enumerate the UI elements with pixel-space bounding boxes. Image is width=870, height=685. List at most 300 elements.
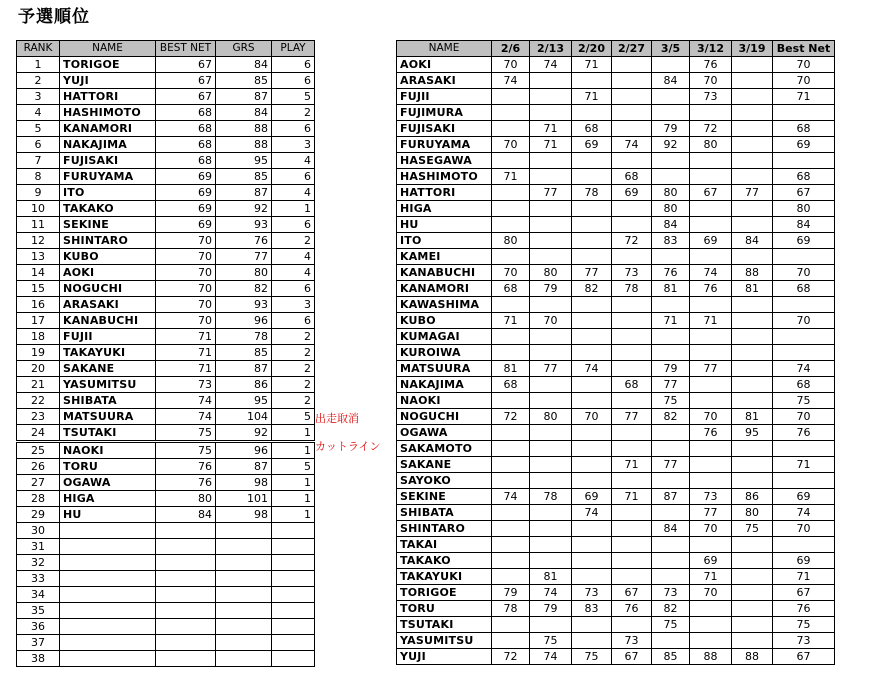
history-row — [397, 217, 835, 233]
best-net-cell — [773, 329, 835, 345]
score-cell — [492, 473, 530, 489]
score-cell — [612, 617, 652, 633]
best-net-cell: 74 — [156, 393, 216, 409]
score-cell — [492, 457, 530, 473]
grs-cell: 98 — [216, 507, 272, 523]
grs-cell: 78 — [216, 329, 272, 345]
ranking-row — [17, 587, 315, 603]
name-cell — [60, 555, 156, 571]
history-row — [397, 361, 835, 377]
score-cell — [690, 345, 732, 361]
grs-cell — [216, 571, 272, 587]
score-cell — [492, 89, 530, 105]
rank-cell: 8 — [17, 169, 60, 185]
rank-cell: 16 — [17, 297, 60, 313]
score-cell: 80 — [530, 265, 572, 281]
rank-cell: 3 — [17, 89, 60, 105]
grs-cell: 82 — [216, 281, 272, 297]
header-name: NAME — [397, 41, 492, 57]
score-cell: 77 — [530, 185, 572, 201]
grs-cell: 93 — [216, 217, 272, 233]
score-cell: 83 — [572, 601, 612, 617]
ranking-row — [17, 153, 315, 169]
history-row — [397, 601, 835, 617]
play-cell — [272, 603, 315, 619]
score-cell — [530, 345, 572, 361]
score-cell — [572, 329, 612, 345]
score-cell: 70 — [690, 409, 732, 425]
ranking-row — [17, 459, 315, 475]
score-cell — [652, 473, 690, 489]
score-cell — [492, 121, 530, 137]
best-net-cell — [773, 249, 835, 265]
score-cell — [572, 153, 612, 169]
score-cell — [530, 249, 572, 265]
rank-cell: 4 — [17, 105, 60, 121]
score-cell — [492, 345, 530, 361]
ranking-row — [17, 635, 315, 651]
score-cell — [652, 57, 690, 73]
ranking-row — [17, 121, 315, 137]
score-cell: 76 — [690, 281, 732, 297]
score-cell: 71 — [690, 569, 732, 585]
score-cell — [690, 601, 732, 617]
score-cell — [732, 361, 773, 377]
name-cell: TORIGOE — [397, 585, 492, 601]
best-net-cell: 70 — [156, 313, 216, 329]
name-cell: YUJI — [397, 649, 492, 665]
play-cell — [272, 635, 315, 651]
ranking-row — [17, 377, 315, 393]
best-net-cell — [773, 537, 835, 553]
history-row — [397, 281, 835, 297]
score-cell: 74 — [530, 649, 572, 665]
best-net-cell: 69 — [773, 553, 835, 569]
rank-cell: 23 — [17, 409, 60, 425]
score-cell — [530, 233, 572, 249]
score-cell: 75 — [732, 521, 773, 537]
play-cell: 3 — [272, 137, 315, 153]
best-net-cell: 70 — [156, 249, 216, 265]
score-cell — [492, 297, 530, 313]
score-cell — [732, 137, 773, 153]
score-cell: 82 — [652, 601, 690, 617]
header-play: PLAY — [272, 41, 315, 57]
score-cell: 76 — [612, 601, 652, 617]
name-cell: HASHIMOTO — [397, 169, 492, 185]
best-net-cell — [773, 441, 835, 457]
score-cell — [690, 457, 732, 473]
score-cell — [612, 569, 652, 585]
history-row — [397, 617, 835, 633]
history-row — [397, 313, 835, 329]
play-cell — [272, 587, 315, 603]
best-net-cell: 68 — [156, 153, 216, 169]
ranking-row — [17, 603, 315, 619]
best-net-cell — [156, 635, 216, 651]
score-cell — [652, 345, 690, 361]
best-net-cell: 69 — [773, 137, 835, 153]
best-net-cell: 67 — [156, 57, 216, 73]
score-cell: 77 — [690, 361, 732, 377]
score-cell — [690, 473, 732, 489]
score-cell — [732, 249, 773, 265]
grs-cell: 85 — [216, 345, 272, 361]
score-cell: 78 — [530, 489, 572, 505]
score-cell: 79 — [530, 601, 572, 617]
score-cell — [612, 361, 652, 377]
ranking-row — [17, 297, 315, 313]
grs-cell — [216, 619, 272, 635]
grs-cell: 76 — [216, 233, 272, 249]
score-cell — [572, 441, 612, 457]
name-cell: KUROIWA — [397, 345, 492, 361]
ranking-row — [17, 425, 315, 442]
play-cell: 5 — [272, 459, 315, 475]
score-cell — [612, 441, 652, 457]
score-cell — [492, 425, 530, 441]
header-best-net: BEST NET — [156, 41, 216, 57]
ranking-row — [17, 105, 315, 121]
best-net-cell: 71 — [773, 89, 835, 105]
rank-cell: 33 — [17, 571, 60, 587]
name-cell: NOGUCHI — [60, 281, 156, 297]
score-cell — [572, 473, 612, 489]
score-cell — [612, 553, 652, 569]
score-cell — [732, 441, 773, 457]
best-net-cell: 74 — [773, 361, 835, 377]
score-cell — [690, 201, 732, 217]
best-net-cell: 68 — [773, 169, 835, 185]
rank-cell: 29 — [17, 507, 60, 523]
name-cell: NOGUCHI — [397, 409, 492, 425]
score-cell — [492, 537, 530, 553]
rank-cell: 21 — [17, 377, 60, 393]
history-row — [397, 393, 835, 409]
name-cell: FURUYAMA — [60, 169, 156, 185]
name-cell: AOKI — [397, 57, 492, 73]
ranking-row — [17, 313, 315, 329]
score-cell — [690, 249, 732, 265]
score-history-table — [396, 40, 835, 665]
history-row — [397, 473, 835, 489]
score-cell: 70 — [492, 57, 530, 73]
ranking-row — [17, 169, 315, 185]
ranking-row — [17, 442, 315, 459]
best-net-cell: 68 — [156, 105, 216, 121]
name-cell: KUBO — [60, 249, 156, 265]
score-cell — [530, 329, 572, 345]
name-cell: YUJI — [60, 73, 156, 89]
name-cell: TSUTAKI — [60, 425, 156, 442]
best-net-cell: 68 — [773, 377, 835, 393]
score-cell: 74 — [530, 585, 572, 601]
grs-cell: 87 — [216, 361, 272, 377]
history-row — [397, 121, 835, 137]
score-cell — [690, 153, 732, 169]
name-cell: SEKINE — [60, 217, 156, 233]
score-cell — [732, 393, 773, 409]
score-cell — [690, 633, 732, 649]
score-cell — [612, 57, 652, 73]
grs-cell: 95 — [216, 153, 272, 169]
score-cell: 77 — [652, 377, 690, 393]
grs-cell — [216, 539, 272, 555]
score-cell — [612, 217, 652, 233]
best-net-cell — [773, 345, 835, 361]
score-cell — [690, 329, 732, 345]
history-row — [397, 265, 835, 281]
score-cell — [572, 569, 612, 585]
score-cell — [732, 153, 773, 169]
grs-cell — [216, 587, 272, 603]
best-net-cell — [156, 571, 216, 587]
play-cell: 6 — [272, 121, 315, 137]
grs-cell: 98 — [216, 475, 272, 491]
rank-cell: 13 — [17, 249, 60, 265]
rank-cell: 12 — [17, 233, 60, 249]
score-cell — [690, 297, 732, 313]
name-cell — [60, 523, 156, 539]
best-net-cell: 70 — [773, 265, 835, 281]
play-cell: 6 — [272, 57, 315, 73]
name-cell: SAKAMOTO — [397, 441, 492, 457]
play-cell: 1 — [272, 491, 315, 507]
score-cell: 71 — [572, 89, 612, 105]
score-cell: 75 — [572, 649, 612, 665]
score-cell — [530, 617, 572, 633]
name-cell: KANAMORI — [397, 281, 492, 297]
grs-cell: 104 — [216, 409, 272, 425]
score-cell — [572, 377, 612, 393]
rank-cell: 22 — [17, 393, 60, 409]
page-title: 予選順位 — [18, 7, 90, 27]
rank-cell: 17 — [17, 313, 60, 329]
score-cell: 67 — [690, 185, 732, 201]
rank-cell: 32 — [17, 555, 60, 571]
score-cell: 71 — [612, 457, 652, 473]
best-net-cell — [773, 105, 835, 121]
score-cell: 84 — [652, 521, 690, 537]
rank-cell: 38 — [17, 651, 60, 667]
grs-cell — [216, 635, 272, 651]
score-cell — [530, 217, 572, 233]
history-row — [397, 73, 835, 89]
name-cell: FUJII — [60, 329, 156, 345]
score-cell — [530, 537, 572, 553]
score-cell — [732, 313, 773, 329]
best-net-cell: 74 — [156, 409, 216, 425]
ranking-row — [17, 393, 315, 409]
history-row — [397, 233, 835, 249]
score-cell: 69 — [690, 553, 732, 569]
score-cell — [732, 585, 773, 601]
rank-cell: 20 — [17, 361, 60, 377]
ranking-table — [16, 40, 315, 667]
score-cell — [690, 217, 732, 233]
score-cell — [492, 617, 530, 633]
grs-cell: 88 — [216, 121, 272, 137]
grs-cell: 96 — [216, 313, 272, 329]
score-cell — [612, 89, 652, 105]
ranking-row — [17, 555, 315, 571]
header-date: 2/27 — [612, 41, 652, 57]
score-cell — [572, 297, 612, 313]
name-cell: TAKAI — [397, 537, 492, 553]
score-cell — [572, 537, 612, 553]
history-row — [397, 585, 835, 601]
score-cell — [652, 329, 690, 345]
score-cell — [732, 217, 773, 233]
score-cell — [572, 169, 612, 185]
grs-cell: 95 — [216, 393, 272, 409]
grs-cell: 80 — [216, 265, 272, 281]
play-cell — [272, 523, 315, 539]
score-cell: 81 — [732, 281, 773, 297]
best-net-cell: 71 — [156, 361, 216, 377]
name-cell: TAKAYUKI — [397, 569, 492, 585]
score-cell: 72 — [492, 409, 530, 425]
score-cell: 82 — [572, 281, 612, 297]
best-net-cell: 71 — [773, 457, 835, 473]
history-row — [397, 425, 835, 441]
score-cell — [732, 553, 773, 569]
name-cell — [60, 635, 156, 651]
play-cell: 6 — [272, 73, 315, 89]
best-net-cell — [156, 651, 216, 667]
best-net-cell: 67 — [773, 585, 835, 601]
score-cell — [572, 617, 612, 633]
best-net-cell — [156, 539, 216, 555]
play-cell: 3 — [272, 297, 315, 313]
score-cell — [652, 153, 690, 169]
history-row — [397, 137, 835, 153]
score-cell: 71 — [572, 57, 612, 73]
header-date: 2/6 — [492, 41, 530, 57]
best-net-cell: 70 — [156, 233, 216, 249]
score-cell: 71 — [690, 313, 732, 329]
score-cell — [492, 201, 530, 217]
name-cell: ARASAKI — [60, 297, 156, 313]
score-cell — [530, 425, 572, 441]
ranking-row — [17, 281, 315, 297]
name-cell: SHINTARO — [397, 521, 492, 537]
score-cell — [492, 329, 530, 345]
ranking-row — [17, 89, 315, 105]
grs-cell: 85 — [216, 169, 272, 185]
score-cell — [612, 505, 652, 521]
play-cell — [272, 651, 315, 667]
score-cell: 70 — [572, 409, 612, 425]
grs-cell: 84 — [216, 57, 272, 73]
play-cell: 1 — [272, 425, 315, 442]
best-net-cell: 70 — [773, 73, 835, 89]
history-row — [397, 649, 835, 665]
play-cell — [272, 571, 315, 587]
best-net-cell: 69 — [156, 169, 216, 185]
history-row — [397, 457, 835, 473]
score-cell — [732, 121, 773, 137]
rank-cell: 30 — [17, 523, 60, 539]
play-cell: 2 — [272, 377, 315, 393]
score-cell: 70 — [492, 137, 530, 153]
name-cell: AOKI — [60, 265, 156, 281]
score-cell: 78 — [572, 185, 612, 201]
play-cell: 6 — [272, 313, 315, 329]
name-cell: KUBO — [397, 313, 492, 329]
best-net-cell: 68 — [773, 121, 835, 137]
score-cell — [572, 425, 612, 441]
best-net-cell: 73 — [773, 633, 835, 649]
history-row — [397, 57, 835, 73]
grs-cell: 77 — [216, 249, 272, 265]
grs-cell: 86 — [216, 377, 272, 393]
name-cell: HU — [60, 507, 156, 523]
best-net-cell: 76 — [773, 601, 835, 617]
grs-cell: 92 — [216, 201, 272, 217]
ranking-row — [17, 57, 315, 73]
score-cell: 76 — [690, 57, 732, 73]
score-cell — [612, 425, 652, 441]
grs-cell: 87 — [216, 89, 272, 105]
score-cell — [572, 553, 612, 569]
score-cell: 77 — [572, 265, 612, 281]
name-cell: MATSUURA — [397, 361, 492, 377]
best-net-cell — [156, 619, 216, 635]
score-cell — [530, 473, 572, 489]
score-cell — [652, 89, 690, 105]
score-cell: 79 — [652, 361, 690, 377]
best-net-cell: 70 — [156, 265, 216, 281]
play-cell: 6 — [272, 217, 315, 233]
name-cell: ARASAKI — [397, 73, 492, 89]
rank-cell: 19 — [17, 345, 60, 361]
best-net-cell: 76 — [156, 459, 216, 475]
score-cell — [652, 441, 690, 457]
name-cell: SHIBATA — [60, 393, 156, 409]
name-cell: NAKAJIMA — [60, 137, 156, 153]
score-cell — [530, 441, 572, 457]
name-cell: FUJISAKI — [397, 121, 492, 137]
score-cell: 79 — [492, 585, 530, 601]
rank-cell: 15 — [17, 281, 60, 297]
ranking-row — [17, 185, 315, 201]
name-cell: TORIGOE — [60, 57, 156, 73]
best-net-cell — [156, 603, 216, 619]
score-cell — [492, 505, 530, 521]
best-net-cell: 70 — [156, 281, 216, 297]
name-cell: TORU — [397, 601, 492, 617]
grs-cell — [216, 555, 272, 571]
score-cell: 67 — [612, 649, 652, 665]
score-cell: 74 — [572, 505, 612, 521]
best-net-cell — [773, 473, 835, 489]
score-cell — [530, 393, 572, 409]
score-cell: 80 — [492, 233, 530, 249]
best-net-cell: 70 — [773, 409, 835, 425]
header-name: NAME — [60, 41, 156, 57]
name-cell: SAKANE — [60, 361, 156, 377]
history-row — [397, 505, 835, 521]
play-cell: 2 — [272, 393, 315, 409]
score-cell: 81 — [732, 409, 773, 425]
name-cell: HIGA — [60, 491, 156, 507]
score-cell: 77 — [652, 457, 690, 473]
score-cell — [492, 105, 530, 121]
name-cell: HASHIMOTO — [60, 105, 156, 121]
name-cell: HIGA — [397, 201, 492, 217]
name-cell: NAOKI — [397, 393, 492, 409]
